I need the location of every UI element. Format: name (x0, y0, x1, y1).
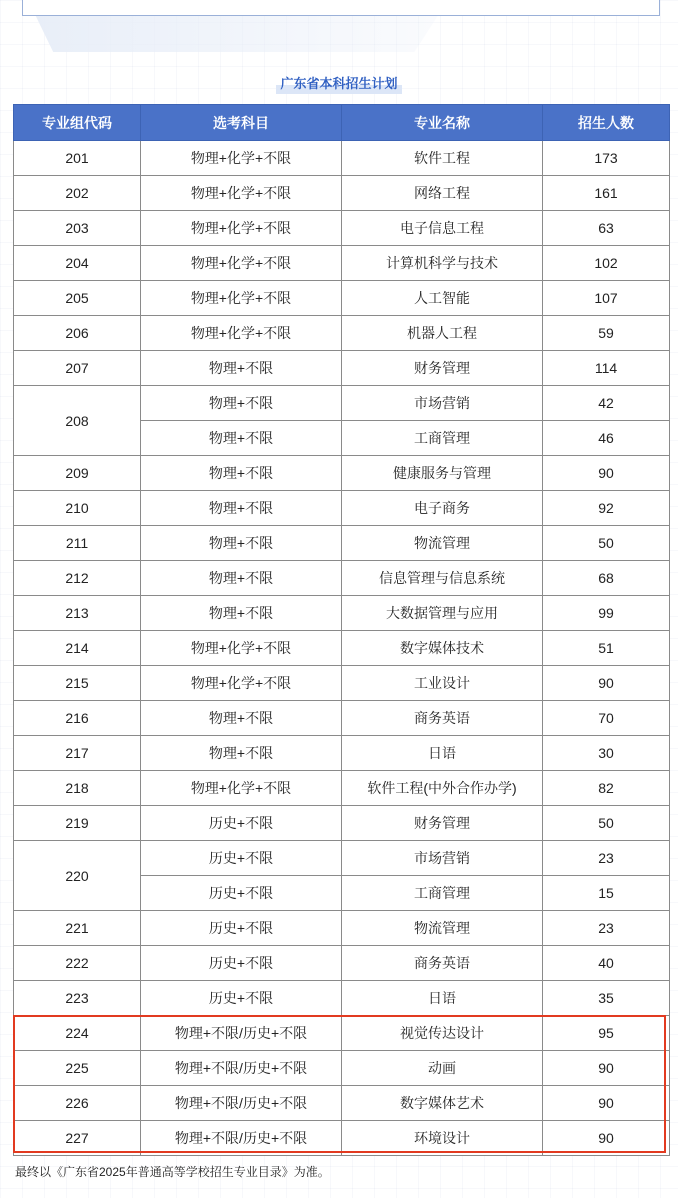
count-cell: 51 (543, 631, 670, 666)
major-cell: 电子商务 (342, 491, 543, 526)
subjects-cell: 物理+不限 (141, 701, 342, 736)
subjects-cell: 物理+化学+不限 (141, 316, 342, 351)
count-cell: 82 (543, 771, 670, 806)
subjects-cell: 物理+不限 (141, 561, 342, 596)
group-code-cell: 215 (14, 666, 141, 701)
major-cell: 健康服务与管理 (342, 456, 543, 491)
count-cell: 40 (543, 946, 670, 981)
subjects-cell: 物理+不限 (141, 421, 342, 456)
count-cell: 63 (543, 211, 670, 246)
enrollment-plan-table (13, 104, 670, 1156)
major-cell: 数字媒体艺术 (342, 1086, 543, 1121)
subjects-cell: 物理+不限/历史+不限 (141, 1051, 342, 1086)
table-body (14, 141, 670, 1156)
table-header-row (14, 105, 670, 141)
major-cell: 软件工程(中外合作办学) (342, 771, 543, 806)
table-row (14, 316, 670, 351)
subjects-cell: 物理+不限 (141, 491, 342, 526)
count-cell: 42 (543, 386, 670, 421)
count-cell: 50 (543, 526, 670, 561)
group-code-cell: 221 (14, 911, 141, 946)
count-cell: 15 (543, 876, 670, 911)
subjects-cell: 历史+不限 (141, 946, 342, 981)
major-cell: 电子信息工程 (342, 211, 543, 246)
group-code-cell: 205 (14, 281, 141, 316)
table-row (14, 596, 670, 631)
count-cell: 107 (543, 281, 670, 316)
major-cell: 软件工程 (342, 141, 543, 176)
table-row (14, 841, 670, 876)
group-code-cell: 220 (14, 841, 141, 911)
subjects-cell: 物理+不限 (141, 456, 342, 491)
group-code-cell: 217 (14, 736, 141, 771)
subjects-cell: 物理+化学+不限 (141, 631, 342, 666)
subjects-cell: 物理+不限/历史+不限 (141, 1086, 342, 1121)
footnote: 最终以《广东省2025年普通高等学校招生专业目录》为准。 (15, 1165, 330, 1179)
header-count: 招生人数 (543, 105, 670, 141)
group-code-cell: 203 (14, 211, 141, 246)
header-subjects: 选考科目 (141, 105, 342, 141)
major-cell: 商务英语 (342, 701, 543, 736)
table-row (14, 141, 670, 176)
major-cell: 工业设计 (342, 666, 543, 701)
count-cell: 173 (543, 141, 670, 176)
section-title-text: 广东省本科招生计划 (276, 74, 401, 94)
group-code-cell: 201 (14, 141, 141, 176)
major-cell: 商务英语 (342, 946, 543, 981)
top-panel (22, 0, 660, 16)
table-row (14, 666, 670, 701)
major-cell: 机器人工程 (342, 316, 543, 351)
table-row (14, 211, 670, 246)
table-row (14, 176, 670, 211)
major-cell: 日语 (342, 981, 543, 1016)
subjects-cell: 物理+化学+不限 (141, 281, 342, 316)
subjects-cell: 物理+不限/历史+不限 (141, 1121, 342, 1156)
subjects-cell: 物理+化学+不限 (141, 211, 342, 246)
group-code-cell: 210 (14, 491, 141, 526)
table-row (14, 386, 670, 421)
major-cell: 动画 (342, 1051, 543, 1086)
subjects-cell: 物理+化学+不限 (141, 176, 342, 211)
table-row (14, 911, 670, 946)
count-cell: 114 (543, 351, 670, 386)
major-cell: 工商管理 (342, 876, 543, 911)
group-code-cell: 224 (14, 1016, 141, 1051)
subjects-cell: 物理+不限 (141, 351, 342, 386)
major-cell: 计算机科学与技术 (342, 246, 543, 281)
major-cell: 日语 (342, 736, 543, 771)
table-row (14, 491, 670, 526)
subjects-cell: 物理+化学+不限 (141, 666, 342, 701)
group-code-cell: 227 (14, 1121, 141, 1156)
count-cell: 23 (543, 841, 670, 876)
table-row (14, 351, 670, 386)
count-cell: 30 (543, 736, 670, 771)
major-cell: 环境设计 (342, 1121, 543, 1156)
table-row (14, 736, 670, 771)
group-code-cell: 222 (14, 946, 141, 981)
group-code-cell: 209 (14, 456, 141, 491)
group-code-cell: 218 (14, 771, 141, 806)
major-cell: 人工智能 (342, 281, 543, 316)
table-row (14, 281, 670, 316)
subjects-cell: 物理+不限 (141, 526, 342, 561)
table-row (14, 246, 670, 281)
major-cell: 网络工程 (342, 176, 543, 211)
table-row (14, 631, 670, 666)
group-code-cell: 216 (14, 701, 141, 736)
count-cell: 50 (543, 806, 670, 841)
table-row (14, 701, 670, 736)
table-row (14, 1051, 670, 1086)
count-cell: 90 (543, 1051, 670, 1086)
table-row (14, 1016, 670, 1051)
subjects-cell: 历史+不限 (141, 981, 342, 1016)
major-cell: 大数据管理与应用 (342, 596, 543, 631)
count-cell: 90 (543, 456, 670, 491)
major-cell: 市场营销 (342, 386, 543, 421)
table-row (14, 806, 670, 841)
count-cell: 92 (543, 491, 670, 526)
count-cell: 90 (543, 666, 670, 701)
major-cell: 财务管理 (342, 806, 543, 841)
subjects-cell: 物理+化学+不限 (141, 246, 342, 281)
count-cell: 46 (543, 421, 670, 456)
major-cell: 物流管理 (342, 911, 543, 946)
count-cell: 35 (543, 981, 670, 1016)
group-code-cell: 219 (14, 806, 141, 841)
count-cell: 59 (543, 316, 670, 351)
group-code-cell: 213 (14, 596, 141, 631)
subjects-cell: 历史+不限 (141, 806, 342, 841)
group-code-cell: 226 (14, 1086, 141, 1121)
table-row (14, 1121, 670, 1156)
subjects-cell: 历史+不限 (141, 911, 342, 946)
group-code-cell: 206 (14, 316, 141, 351)
table-row (14, 526, 670, 561)
major-cell: 信息管理与信息系统 (342, 561, 543, 596)
subjects-cell: 物理+化学+不限 (141, 771, 342, 806)
subjects-cell: 历史+不限 (141, 876, 342, 911)
major-cell: 市场营销 (342, 841, 543, 876)
subjects-cell: 物理+不限 (141, 736, 342, 771)
table-row (14, 1086, 670, 1121)
group-code-cell: 207 (14, 351, 141, 386)
count-cell: 95 (543, 1016, 670, 1051)
subjects-cell: 物理+不限 (141, 596, 342, 631)
major-cell: 财务管理 (342, 351, 543, 386)
subjects-cell: 物理+不限/历史+不限 (141, 1016, 342, 1051)
header-group-code: 专业组代码 (14, 105, 141, 141)
group-code-cell: 208 (14, 386, 141, 456)
group-code-cell: 202 (14, 176, 141, 211)
group-code-cell: 211 (14, 526, 141, 561)
section-title (0, 74, 678, 94)
major-cell: 物流管理 (342, 526, 543, 561)
subjects-cell: 历史+不限 (141, 841, 342, 876)
group-code-cell: 204 (14, 246, 141, 281)
subjects-cell: 物理+不限 (141, 386, 342, 421)
header-major: 专业名称 (342, 105, 543, 141)
count-cell: 68 (543, 561, 670, 596)
count-cell: 102 (543, 246, 670, 281)
table-row (14, 981, 670, 1016)
count-cell: 99 (543, 596, 670, 631)
count-cell: 90 (543, 1086, 670, 1121)
subjects-cell: 物理+化学+不限 (141, 141, 342, 176)
table-row (14, 561, 670, 596)
major-cell: 数字媒体技术 (342, 631, 543, 666)
table-row (14, 771, 670, 806)
count-cell: 70 (543, 701, 670, 736)
group-code-cell: 225 (14, 1051, 141, 1086)
count-cell: 23 (543, 911, 670, 946)
group-code-cell: 214 (14, 631, 141, 666)
count-cell: 161 (543, 176, 670, 211)
count-cell: 90 (543, 1121, 670, 1156)
group-code-cell: 223 (14, 981, 141, 1016)
table-row (14, 456, 670, 491)
major-cell: 视觉传达设计 (342, 1016, 543, 1051)
table-row (14, 946, 670, 981)
major-cell: 工商管理 (342, 421, 543, 456)
group-code-cell: 212 (14, 561, 141, 596)
